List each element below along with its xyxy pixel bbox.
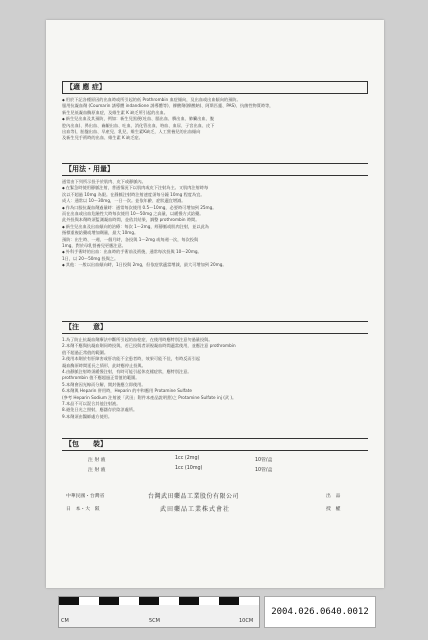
notes-line: 1.為了防止抗凝血劑療法中斷所引起的血栓症，在使用時應特別注意勿過量投與。 — [62, 337, 213, 342]
notes-line: 6.本劑與 Heparin 併用時，Heparin 的中和應用 Protamine Sulfate — [62, 388, 192, 394]
indications-line: 及新生兒手術時的出血、維生素 K 缺乏症。 — [62, 135, 143, 141]
notes-body — [62, 337, 368, 420]
manufacturer-role: 出 品 — [326, 494, 341, 499]
dosage-line: ◆ 外科手術時的出血：出血時的手術前及術後，通常每次投與 10～20mg。 — [62, 249, 368, 255]
dosage-line: 次以不超過 10mg 為限。在靜脈注射時注射速度須每分鐘 10mg 程度為宜。 — [62, 191, 205, 197]
indications-header: 【適 應 症】 — [62, 81, 368, 94]
dosage-line: 指標重複給藥或增加劑量，最大 10mg。 — [62, 230, 139, 236]
indications-line: 腔內出血)、鼻出血、齒齦出血、吐血、消化管出血、咯血、血尿、子宮出血、皮下 — [62, 122, 215, 128]
indications-line: ◆ 用於下記各種原因的出血時或所引起的低 Prothrombin 血症傾向，及出血或出血傾向的預防。 — [62, 97, 368, 103]
dosage-line: 成人：通常以 10～30mg，一日一次。並依年齡、症狀適宜增減。 — [62, 198, 186, 204]
notes-line: 8.避免日光之照射，應儲存於陰涼處所。 — [62, 407, 138, 413]
dosage-body — [62, 179, 368, 269]
indications-body — [62, 97, 368, 142]
dosage-line: 1日，以 20～50mg 投與之。 — [62, 255, 119, 261]
catalog-number-label: 2004.026.0640.0012 — [264, 596, 376, 628]
manufacturer-company: 台灣武田藥品工業股份有限公司 — [148, 493, 240, 500]
dosage-line: 而在出血或出血危險性大時每次使用 10～50mg 之高量，以緩慢方式給藥。 — [62, 211, 204, 217]
dosage-line: 通常由下列所示投予於肌肉、皮下或靜脈內。 — [62, 179, 146, 184]
notes-line: 3.使用本劑於有肝障害或肝功能不全患者時，效果可能不佳，有時反而引起 — [62, 356, 200, 362]
notes-line: 7.本品不可以混合其他注射液。 — [62, 401, 121, 407]
package-strength: 1cc (2mg) — [175, 456, 200, 461]
packaging-section — [62, 438, 368, 451]
notes-line: 凝血酶原時間延長之情形，此時應停止投與。 — [62, 362, 146, 368]
indications-section — [62, 81, 368, 142]
manufacturer-role: 授 權 — [326, 507, 341, 512]
dosage-line: ◆ 其他：一般以出血傾向時，1日投與 2mg，但依症狀適當增減，最大可增加到 20mg。 — [62, 262, 368, 268]
manufacturer-company: 武田藥品工業株式會社 — [160, 506, 231, 513]
notes-line: prothrombin 值不應超過正常值的範圍。 — [62, 375, 140, 381]
package-count: 10管/盒 — [255, 468, 273, 473]
package-name: 注 射 液 — [88, 468, 106, 473]
notes-header: 【注 意】 — [62, 321, 368, 334]
package-count: 10管/盒 — [255, 458, 273, 463]
indications-line: ◆ 新生兒出血及其預防，例如：新生兒黑便(吐血、腦出血、臍出血、肺臟出血、腹 — [62, 116, 368, 122]
dosage-line: 預防：出生時、一週、一個月時，各投與 1～2mg 或每週一次，每次投與 — [62, 236, 199, 242]
dosage-line: 此外投與本劑時須監測凝血時間，並依其結果，調整 prothrombin 時間。 — [62, 217, 200, 223]
manufacturer-country: 中華民國・台灣省 — [66, 494, 105, 499]
dosage-line: ◆ 作為口服抗凝血劑過量時：通常每次使用 0.5～10mg，必要時可增加到 25mg。 — [62, 205, 368, 211]
indications-line: 服用抗凝血劑 (Coumarin 誘導體 indandione 誘導體等)、柳酸劑(柳酸鈉)、阿斯匹靈、PAS)、抗菌性物質時等， — [62, 103, 274, 109]
package-name: 注 射 液 — [88, 458, 106, 463]
manufacturer-country: 日 本・大 阪 — [66, 507, 100, 512]
notes-line: (參考 Heparin Sodium 注射液「武田」附件本產品說明書)之 Protamine Sulfate inj (武 )。 — [62, 394, 237, 400]
ruler-checker-bar — [59, 597, 259, 605]
scale-ruler — [58, 596, 260, 628]
notes-line: 值不超過正常值的範圍。 — [62, 349, 109, 355]
ruler-label-5cm: 5CM — [149, 618, 160, 624]
dosage-line: ◆ 在緊急時使用靜脈注射，普通情況下以肌肉或皮下注射為主。又肌肉注射時每 — [62, 185, 368, 191]
dosage-line: ◆ 新生兒出血及出血傾向的治療：每次 1～2mg，經靜脈或肌肉注射，並以此為 — [62, 224, 368, 230]
indications-line: 新生兒低凝血酶原血症，及維生素 K 缺乏所引起的出血。 — [62, 109, 168, 115]
notes-line: 2.本劑不應與抗凝血劑同時投與，若已投與者須視凝血時間適當使用，並應注意 prothrombin — [62, 343, 236, 349]
dosage-header: 【用法・用量】 — [62, 163, 368, 176]
packaging-header: 【包 裝】 — [62, 438, 368, 451]
package-row — [88, 466, 105, 473]
notes-line: 9.本劑須由醫師處方使用。 — [62, 413, 113, 419]
package-row — [88, 456, 105, 463]
notes-line: 4.由靜脈注射時須緩慢注射，有時可能引起休克樣症狀，應特別注意。 — [62, 369, 192, 375]
notes-section — [62, 321, 368, 420]
ruler-label-cm: CM — [61, 618, 69, 624]
dosage-line: 1mg，對於母乳營養兒更應注意。 — [62, 243, 126, 249]
package-strength: 1cc (10mg) — [175, 466, 203, 471]
dosage-section — [62, 163, 368, 269]
indications-line: 出血等)，胎盤出血、早產兒、乳兒、維生素K缺乏，人工營養兒的出血傾向 — [62, 129, 201, 135]
notes-line: 5.本劑會因光線而分解，開封後應立即使用。 — [62, 381, 146, 387]
ruler-label-10cm: 10CM — [239, 618, 254, 624]
